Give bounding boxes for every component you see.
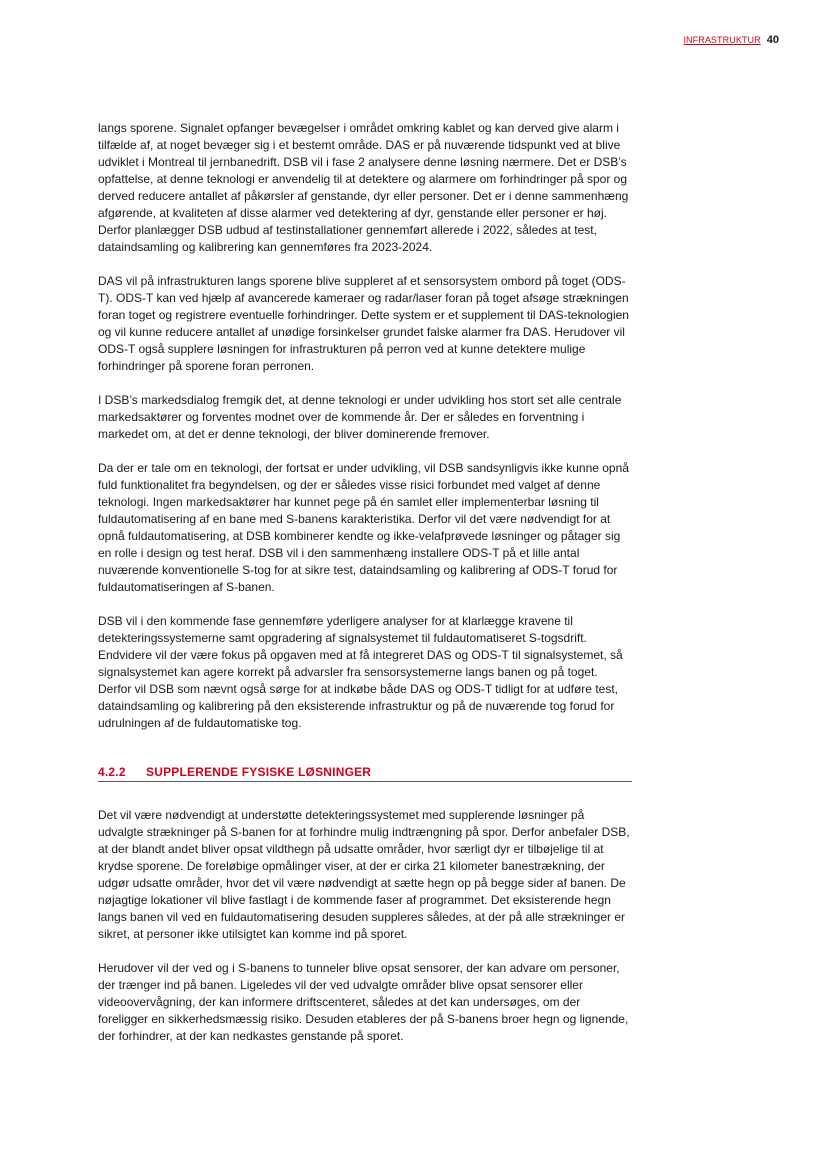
- body-paragraph: Det vil være nødvendigt at understøtte detekteringssystemet med supplerende løsninger på udvalgte strækninger på S-banen for at forhindre mulig indtrængning på spor. Derfor anbefaler DSB, at der blandt andet bliver opsat vildthegn på udsatte områder, hvor særligt dyr er tilbøjelige til at krydse sporene. De foreløbige opmålinger viser, at der er cirka 21 kilometer banestrækning, der udgør udsatte områder, hvor det vil være nødvendigt at sætte hegn op på begge sider af banen. De nøjagtige lokationer vil blive fastlagt i de kommende faser af programmet. Det eksisterende hegn langs banen vil ved en fuldautomatisering desuden suppleres således, at der på alle strækninger er sikret, at personer ikke utilsigtet kan komme ind på sporet.: [98, 808, 630, 941]
- body-paragraph: DAS vil på infrastrukturen langs sporene blive suppleret af et sensorsystem ombord på toget (ODS-T). ODS-T kan ved hjælp af avancerede kameraer og radar/laser foran på toget afsøge strækningen foran toget og registrere eventuelle forhindringer. Dette system er et supplement til DAS-teknologien og vil kunne reducere antallet af unødige forsinkelser grundet falske alarmer fra DAS. Herudover vil ODS-T også supplere løsningen for infrastrukturen på perron ved at kunne detektere mulige forhindringer på sporene foran perronen.: [98, 274, 629, 373]
- running-header-section: INFRASTRUKTUR: [683, 35, 761, 45]
- body-paragraph: Da der er tale om en teknologi, der fortsat er under udvikling, vil DSB sandsynligvis ikke kunne opnå fuld funktionalitet fra begyndelsen, og der er således visse risici forbundet med valget af denne teknologi. Ingen markedsaktører har kunnet pege på én samlet eller implementerbar løsning til fuldautomatisering af en bane med S-banens karakteristika. Derfor vil det være nødvendigt for at opnå fuldautomatisering, at DSB kombinerer kendte og ikke-velafprøvede løsninger og påtager sig en rolle i design og test heraf. DSB vil i den sammenhæng installere ODS-T på et lille antal nuværende konventionelle S-tog for at sikre test, dataindsamling og kalibrering af ODS-T forud for fuldautomatiseringen af S-banen.: [98, 461, 629, 594]
- body-paragraph: langs sporene. Signalet opfanger bevægelser i området omkring kablet og kan derved give alarm i tilfælde af, at noget bevæger sig i et bestemt område. DAS er på nuværende tidspunkt ved at blive udviklet i Montreal til jernbanedrift. DSB vil i fase 2 analysere denne løsning nærmere. Det er DSB’s opfattelse, at denne teknologi er anvendelig til at detektere og alarmere om forhindringer på spor og derved reducere antallet af påkørsler af genstande, dyr eller personer. Det er i denne sammenhæng afgørende, at kvaliteten af disse alarmer ved detektering af dyr, genstande eller personer er høj. Derfor planlægger DSB udbud af testinstallationer gennemført allerede i 2022, således at test, dataindsamling og kalibrering kan gennemføres fra 2023-2024.: [98, 121, 629, 254]
- page-body: [98, 120, 632, 1045]
- running-header: [683, 34, 779, 46]
- body-paragraph: Herudover vil der ved og i S-banens to tunneler blive opsat sensorer, der kan advare om personer, der trænger ind på banen. Ligeledes vil der ved udvalgte områder blive opsat sensorer eller videoovervågning, der kan informere driftscenteret, således at det kan undersøges, om der foreligger en sikkerhedsmæssig risiko. Desuden etableres der på S-banens broer hegn og lignende, der forhindrer, at der kan nedkastes genstande på sporet.: [98, 961, 629, 1043]
- body-paragraph: I DSB’s markedsdialog fremgik det, at denne teknologi er under udvikling hos stort set alle centrale markedsaktører og forventes modnet over de kommende år. Der er således en forventning i markedet om, at det er denne teknologi, der bliver dominerende fremover.: [98, 393, 622, 441]
- section-number: 4.2.2: [98, 765, 126, 779]
- section-title: SUPPLERENDE FYSISKE LØSNINGER: [146, 765, 372, 779]
- page-number: 40: [766, 34, 779, 46]
- section-heading: [98, 765, 632, 782]
- body-paragraph: DSB vil i den kommende fase gennemføre yderligere analyser for at klarlægge kravene til detekteringssystemerne samt opgradering af signalsystemet til fuldautomatiseret S-togsdrift. Endvidere vil der være fokus på opgaven med at få integreret DAS og ODS-T til signalsystemet, så signalsystemet kan agere korrekt på advarsler fra sensorsystemerne langs banen og på toget. Derfor vil DSB som nævnt også sørge for at indkøbe både DAS og ODS-T tidligt for at udføre test, dataindsamling og kalibrering på den eksisterende infrastruktur og på de nuværende tog forud for udrulningen af de fuldautomatiske tog.: [98, 614, 623, 730]
